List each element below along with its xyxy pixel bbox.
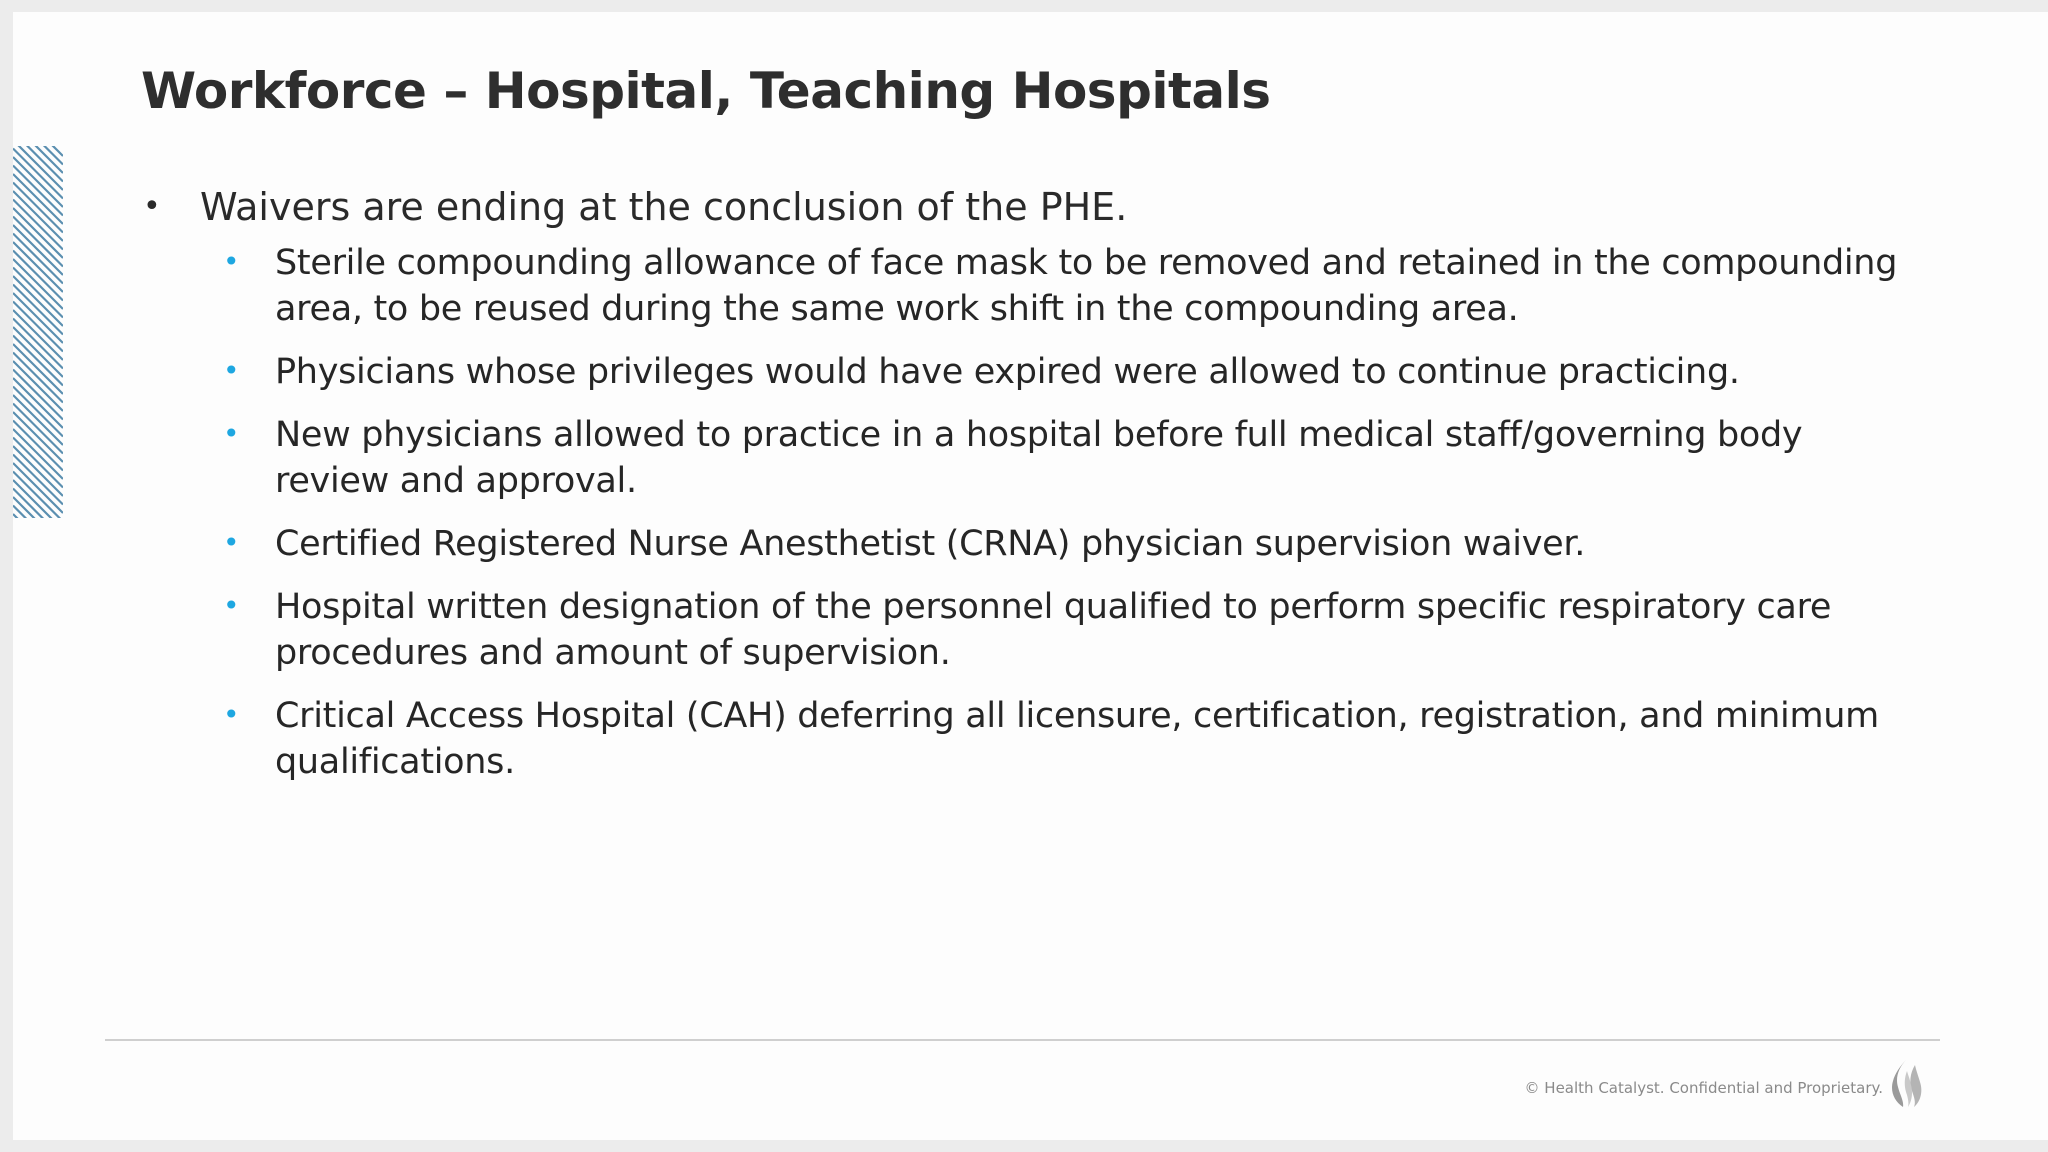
health-catalyst-flame-icon bbox=[1885, 1057, 1925, 1109]
sub-bullet-text: Hospital written designation of the personnel qualified to perform specific respiratory care procedures and amount of supervision. bbox=[275, 587, 1832, 673]
sub-bullet-text: Critical Access Hospital (CAH) deferring all licensure, certification, registration, and minimum qualifications. bbox=[275, 696, 1879, 782]
slide-title: Workforce – Hospital, Teaching Hospitals bbox=[141, 62, 1271, 120]
sub-bullet-item bbox=[141, 693, 1921, 785]
sub-bullet-item bbox=[141, 412, 1921, 504]
sub-bullet-marker: • bbox=[223, 245, 240, 278]
sub-bullet-item bbox=[141, 521, 1921, 567]
main-bullet bbox=[141, 184, 1921, 230]
main-bullet-marker: • bbox=[143, 189, 161, 224]
sub-bullet-marker: • bbox=[223, 526, 240, 559]
stripe-line bbox=[13, 506, 63, 519]
sub-bullet-item bbox=[141, 584, 1921, 676]
sub-bullet-text: Physicians whose privileges would have expired were allowed to continue practicing. bbox=[275, 352, 1740, 392]
sub-bullet-text: New physicians allowed to practice in a hospital before full medical staff/governing body review and approval. bbox=[275, 415, 1803, 501]
bullet-content bbox=[141, 184, 1921, 802]
slide bbox=[13, 12, 2048, 1140]
sub-bullet-item bbox=[141, 349, 1921, 395]
sub-bullet-marker: • bbox=[223, 589, 240, 622]
sub-bullet-list bbox=[141, 240, 1921, 785]
footer-copyright: © Health Catalyst. Confidential and Proprietary. bbox=[1524, 1079, 1883, 1097]
sub-bullet-marker: • bbox=[223, 698, 240, 731]
sub-bullet-text: Sterile compounding allowance of face mask to be removed and retained in the compounding area, to be reused during the same work shift in the compounding area. bbox=[275, 243, 1898, 329]
sub-bullet-item bbox=[141, 240, 1921, 332]
sub-bullet-text: Certified Registered Nurse Anesthetist (CRNA) physician supervision waiver. bbox=[275, 524, 1586, 564]
diagonal-stripes-decoration bbox=[13, 146, 63, 518]
footer-divider bbox=[105, 1039, 1940, 1041]
main-bullet-text: Waivers are ending at the conclusion of the PHE. bbox=[200, 185, 1128, 229]
sub-bullet-marker: • bbox=[223, 354, 240, 387]
sub-bullet-marker: • bbox=[223, 417, 240, 450]
